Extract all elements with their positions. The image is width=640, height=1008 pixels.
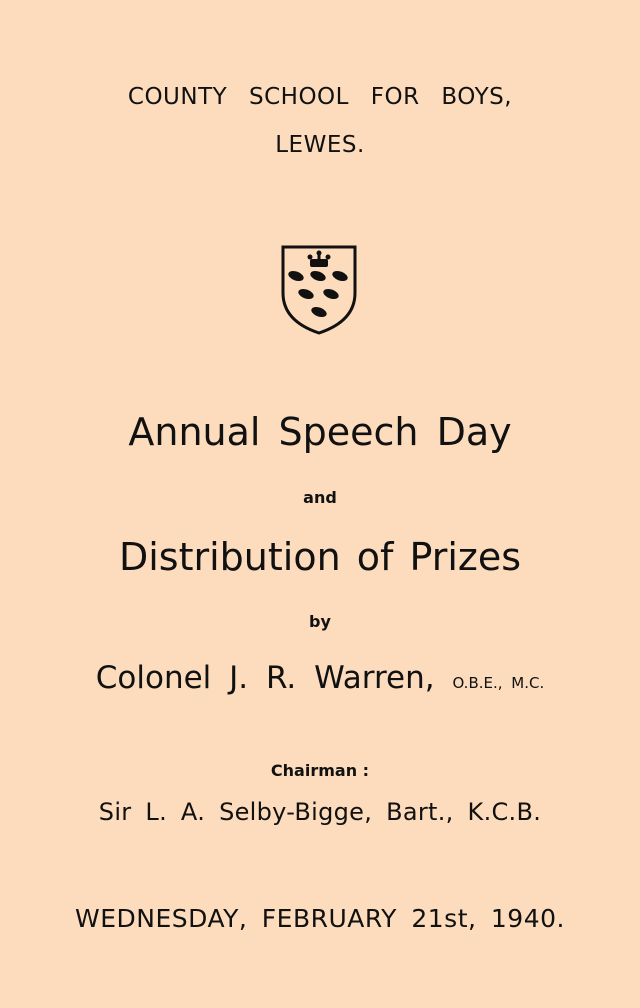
school-town: LEWES. (275, 132, 365, 158)
chairman-label: Chairman : (270, 761, 370, 780)
sussex-martlets-shield-icon (279, 243, 359, 335)
presenter (0, 660, 640, 696)
conjunction-and: and (303, 488, 337, 507)
by-label: by (309, 612, 331, 631)
presenter-name: Colonel J. R. Warren, (95, 660, 435, 696)
event-date: WEDNESDAY, FEBRUARY 21st, 1940. (75, 904, 565, 933)
event-title: Annual Speech Day (128, 410, 512, 454)
school-name: COUNTY SCHOOL FOR BOYS, (127, 84, 513, 110)
presenter-honours: O.B.E., M.C. (452, 674, 545, 692)
event-subtitle: Distribution of Prizes (118, 535, 522, 579)
chairman-name: Sir L. A. Selby-Bigge, Bart., K.C.B. (98, 798, 542, 826)
